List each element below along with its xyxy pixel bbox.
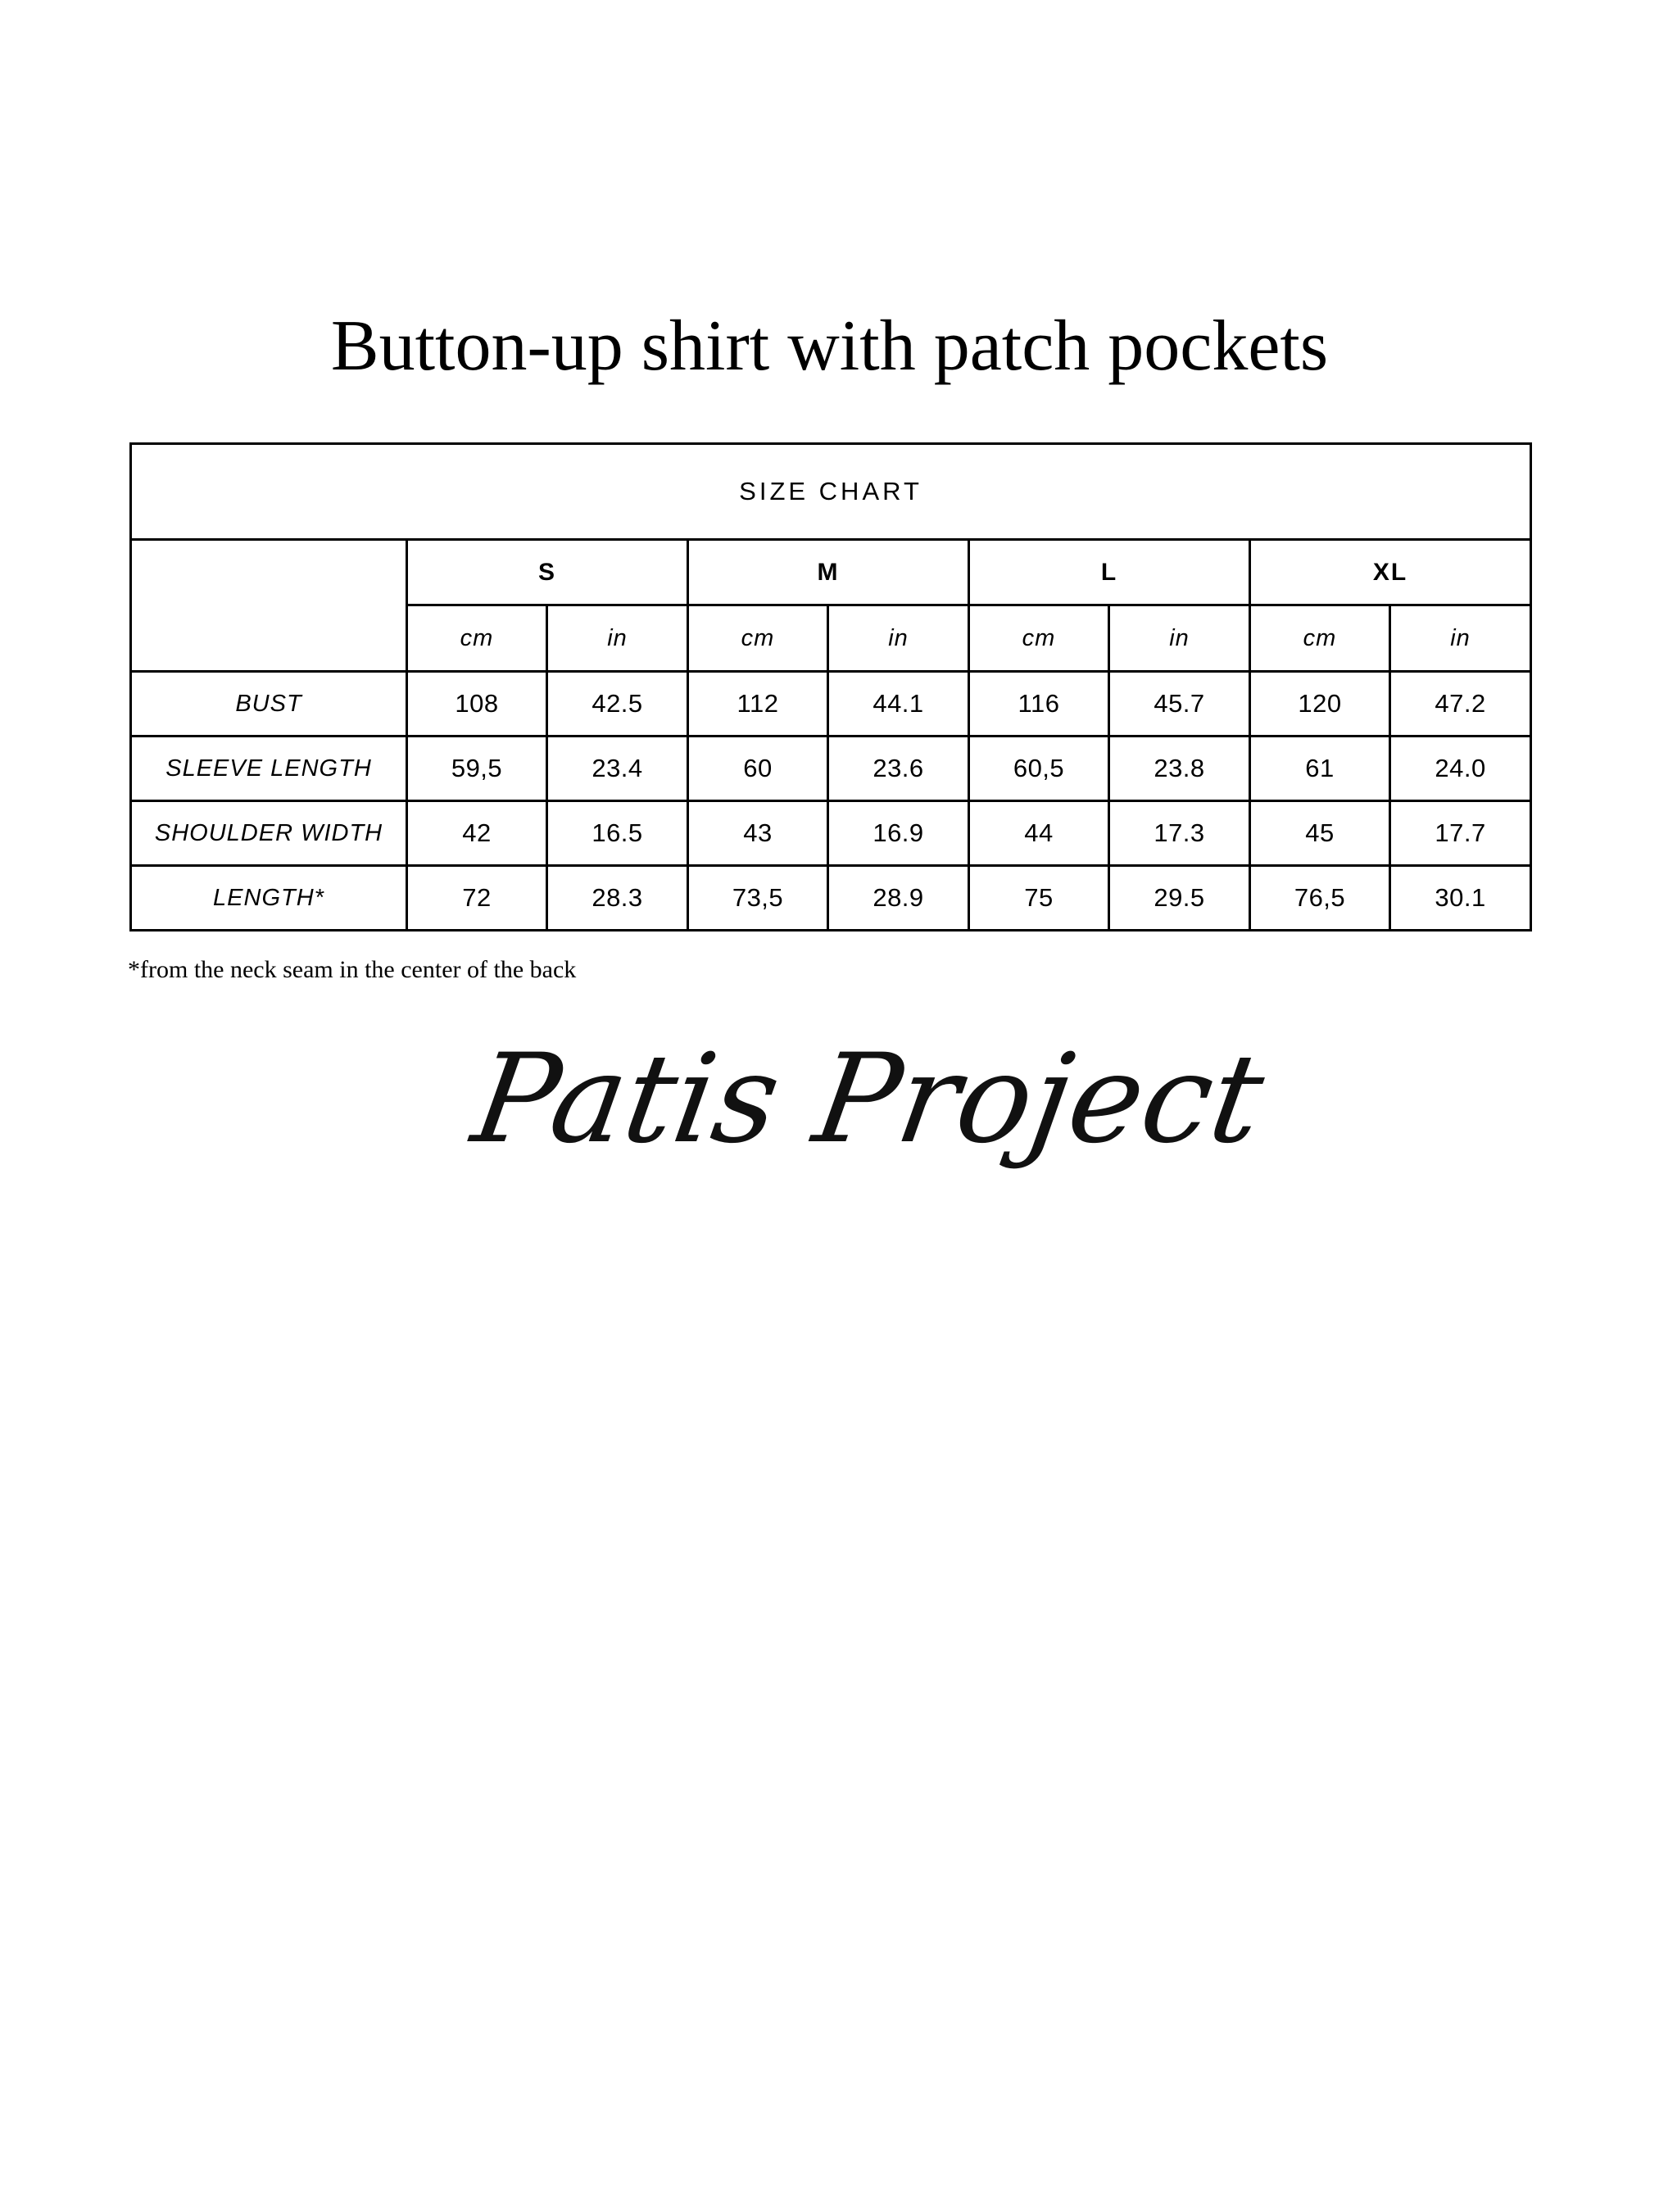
size-chart-header: SIZE CHART [131, 444, 1531, 540]
value-cell: 16.9 [828, 801, 969, 866]
size-col-s: S [407, 540, 688, 605]
value-cell: 43 [688, 801, 828, 866]
value-cell: 108 [407, 672, 547, 737]
value-cell: 17.7 [1390, 801, 1531, 866]
value-cell: 45 [1250, 801, 1390, 866]
value-cell: 59,5 [407, 737, 547, 801]
value-cell: 29.5 [1109, 866, 1250, 931]
unit-label-cm: cm [1250, 605, 1390, 672]
value-cell: 112 [688, 672, 828, 737]
row-label-bust: BUST [131, 672, 407, 737]
table-row-shoulder-width [131, 801, 1531, 866]
unit-label-cm: cm [688, 605, 828, 672]
value-cell: 16.5 [547, 801, 688, 866]
value-cell: 24.0 [1390, 737, 1531, 801]
table-header-row [131, 444, 1531, 540]
value-cell: 45.7 [1109, 672, 1250, 737]
table-row-length [131, 866, 1531, 931]
corner-cell [131, 540, 407, 672]
value-cell: 116 [969, 672, 1109, 737]
brand-signature: Patis Project [464, 1028, 1273, 1171]
unit-label-in: in [1109, 605, 1250, 672]
value-cell: 60 [688, 737, 828, 801]
value-cell: 28.9 [828, 866, 969, 931]
value-cell: 42 [407, 801, 547, 866]
value-cell: 42.5 [547, 672, 688, 737]
value-cell: 17.3 [1109, 801, 1250, 866]
size-col-xl: XL [1250, 540, 1531, 605]
unit-label-cm: cm [407, 605, 547, 672]
unit-label-in: in [828, 605, 969, 672]
value-cell: 23.8 [1109, 737, 1250, 801]
size-col-l: L [969, 540, 1250, 605]
value-cell: 30.1 [1390, 866, 1531, 931]
page-title: Button-up shirt with patch pockets [330, 306, 1329, 386]
size-chart-table [129, 442, 1532, 931]
table-row-bust [131, 672, 1531, 737]
value-cell: 23.4 [547, 737, 688, 801]
value-cell: 47.2 [1390, 672, 1531, 737]
value-cell: 72 [407, 866, 547, 931]
value-cell: 23.6 [828, 737, 969, 801]
value-cell: 28.3 [547, 866, 688, 931]
footnote: *from the neck seam in the center of the back [128, 956, 577, 983]
value-cell: 44.1 [828, 672, 969, 737]
value-cell: 60,5 [969, 737, 1109, 801]
unit-label-cm: cm [969, 605, 1109, 672]
row-label-length: LENGTH* [131, 866, 407, 931]
unit-label-in: in [1390, 605, 1531, 672]
value-cell: 76,5 [1250, 866, 1390, 931]
row-label-shoulder-width: SHOULDER WIDTH [131, 801, 407, 866]
value-cell: 73,5 [688, 866, 828, 931]
size-names-row [131, 540, 1531, 605]
value-cell: 44 [969, 801, 1109, 866]
table-row-sleeve-length [131, 737, 1531, 801]
value-cell: 120 [1250, 672, 1390, 737]
unit-label-in: in [547, 605, 688, 672]
value-cell: 61 [1250, 737, 1390, 801]
row-label-sleeve-length: SLEEVE LENGTH [131, 737, 407, 801]
size-col-m: M [688, 540, 969, 605]
value-cell: 75 [969, 866, 1109, 931]
